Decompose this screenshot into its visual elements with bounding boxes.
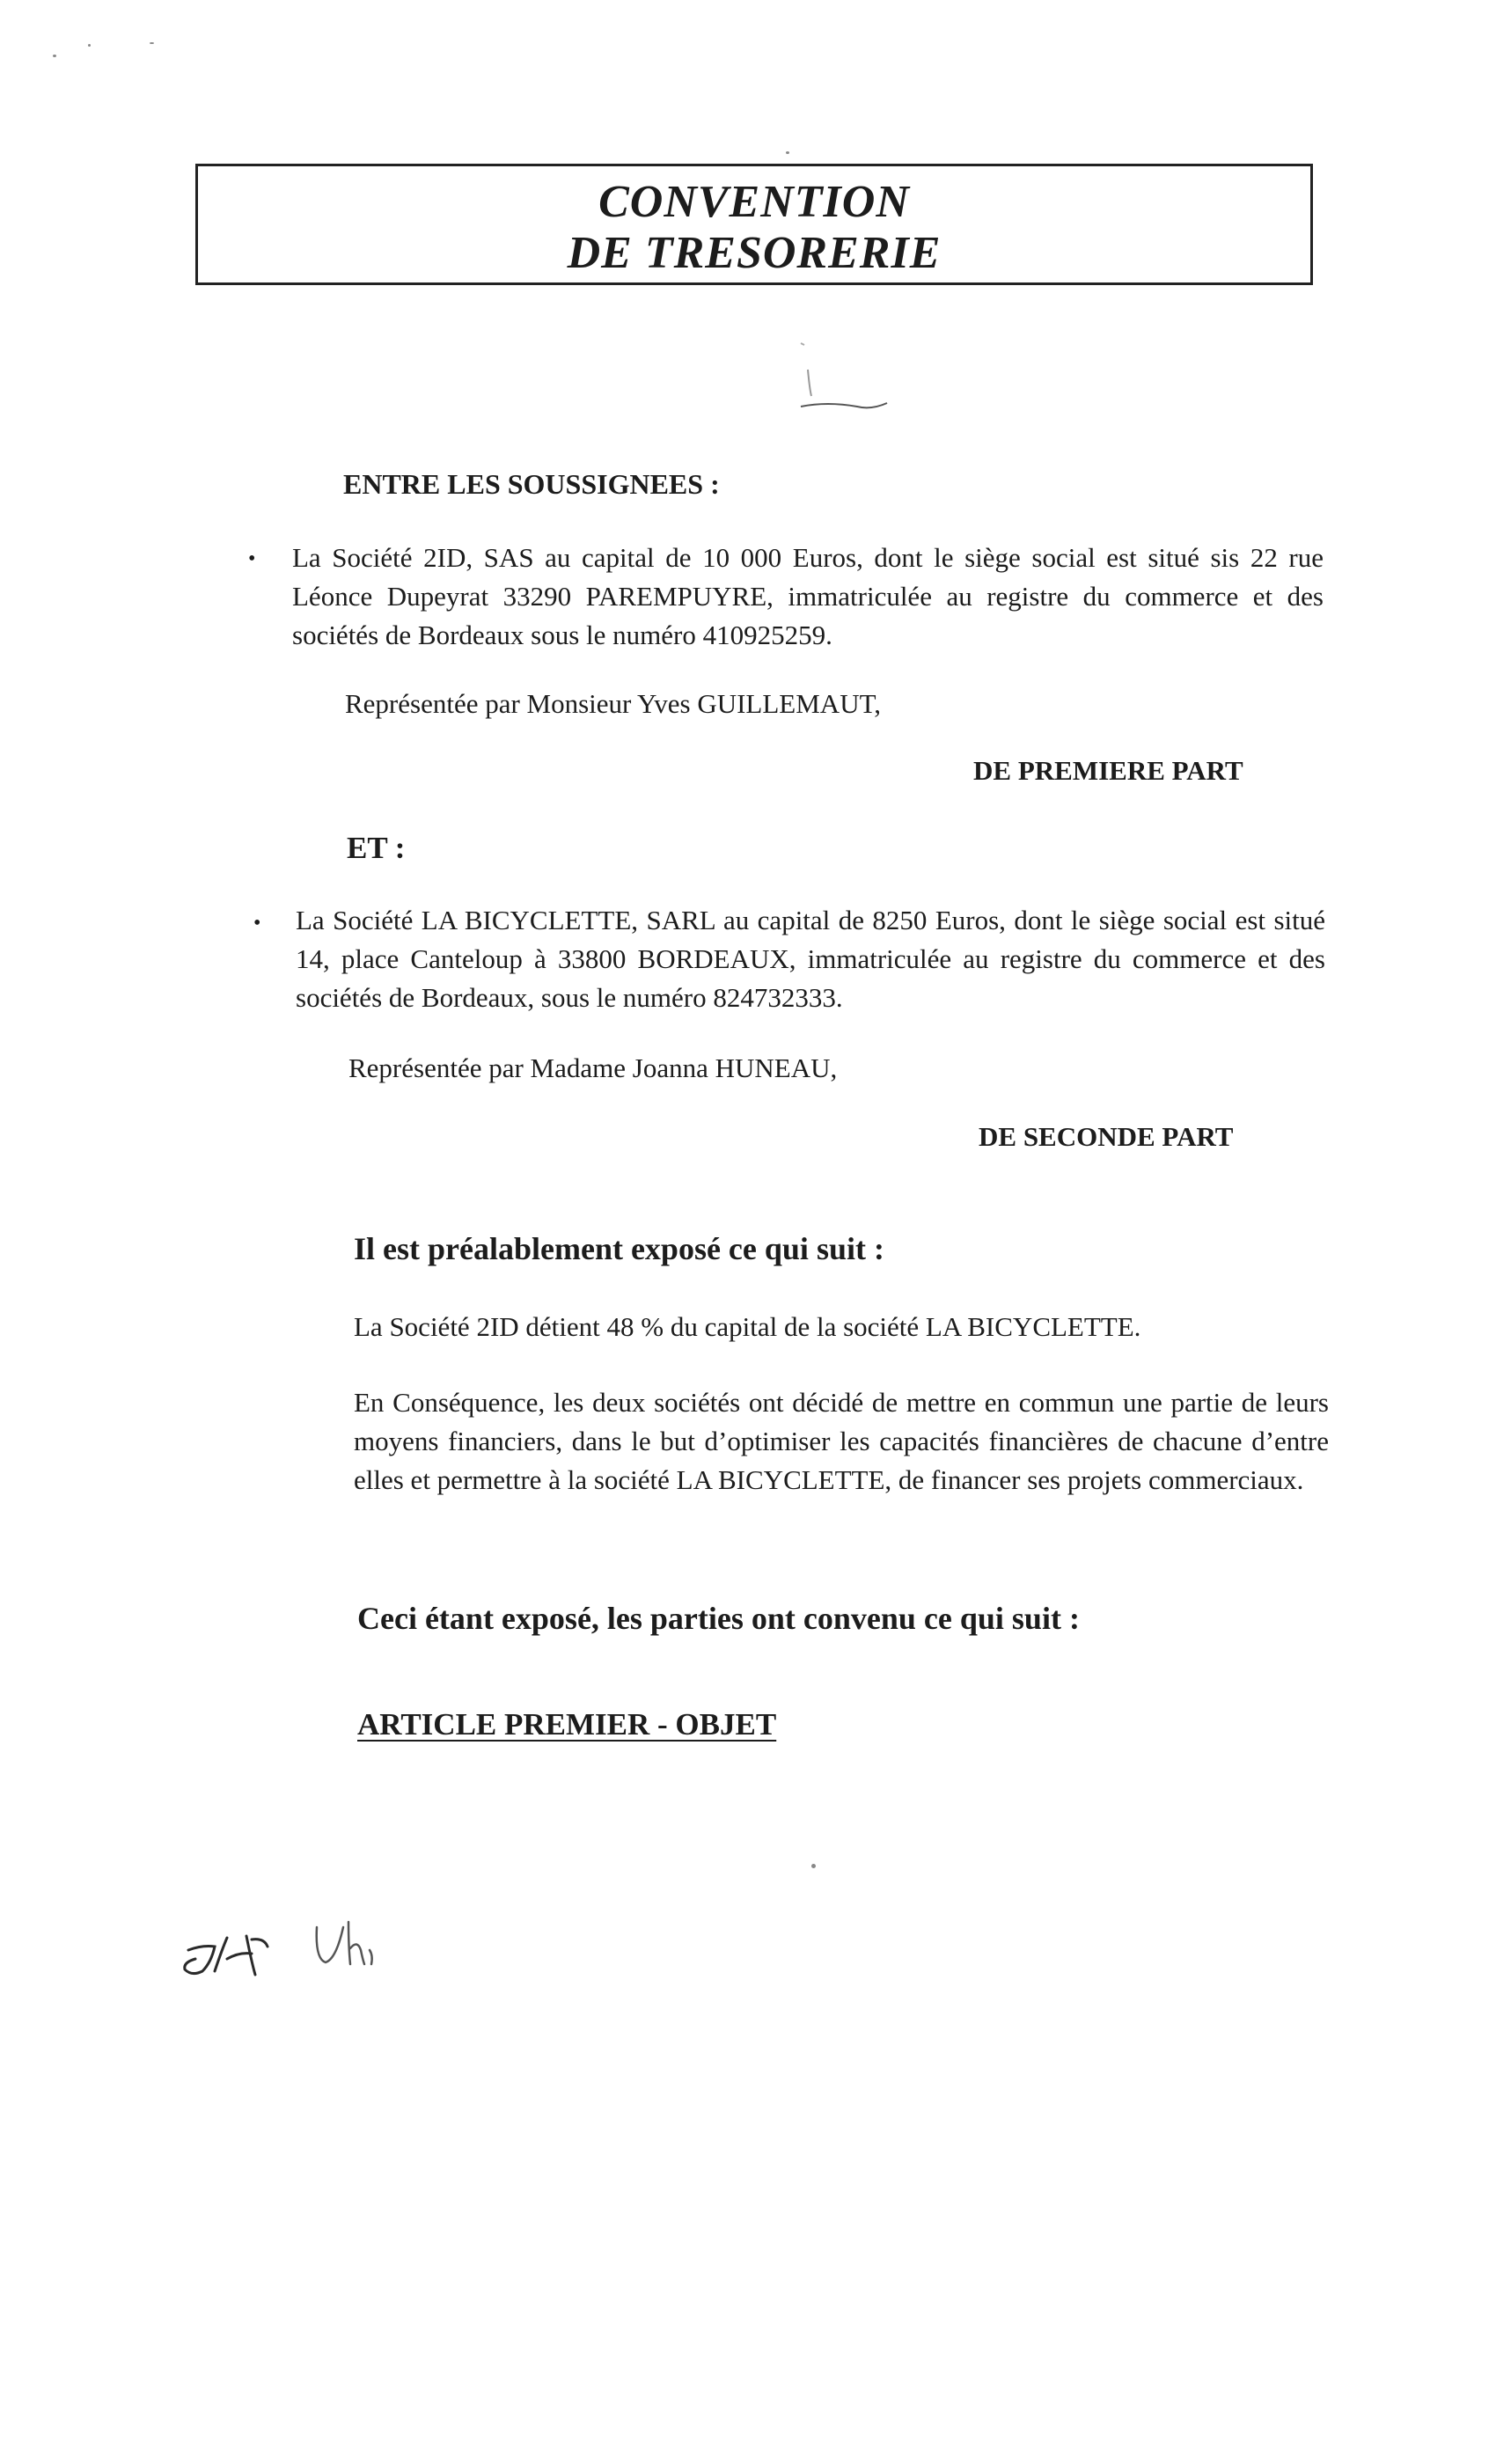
scan-speck [811, 1864, 816, 1868]
article-1-heading: ARTICLE PREMIER - OBJET [357, 1707, 777, 1742]
document-title-line-2: DE TRESORERIE [567, 228, 942, 278]
bullet-party-1: • [248, 547, 256, 570]
party-1-description: La Société 2ID, SAS au capital de 10 000 Euros, dont le siège social est situé sis 22 rue Léonce Dupeyrat 33290 PAREMPUYRE, immatriculée au registre du commerce et des sociétés de Bordeaux sous le numéro 410925259. [292, 542, 1324, 650]
preamble-paragraph-1: La Société 2ID détient 48 % du capital de la société LA BICYCLETTE. [354, 1311, 1141, 1342]
party-1-role: DE PREMIERE PART [973, 755, 1243, 786]
scan-speck [53, 55, 56, 57]
scan-speck [150, 42, 154, 44]
handwritten-initials-signature [176, 1901, 405, 1998]
and-heading: ET : [347, 831, 406, 865]
between-heading: ENTRE LES SOUSSIGNEES : [343, 468, 720, 500]
document-title-line-1: CONVENTION [598, 177, 910, 227]
agreement-heading: Ceci étant exposé, les parties ont convenu ce qui suit : [357, 1601, 1080, 1636]
party-2-representative: Représentée par Madame Joanna HUNEAU, [348, 1052, 838, 1083]
preamble-paragraph-2: En Conséquence, les deux sociétés ont décidé de mettre en commun une partie de leurs moyens financiers, dans le but d’optimiser les capacités financières de chacune d’entre elles et permettre à la société LA BICYCLETTE, de financer ses projets commerciaux. [354, 1387, 1329, 1495]
preamble-heading: Il est préalablement exposé ce qui suit : [354, 1231, 884, 1266]
party-2-description: La Société LA BICYCLETTE, SARL au capital de 8250 Euros, dont le siège social est situé 14, place Canteloup à 33800 BORDEAUX, immatriculée au registre du commerce et des sociétés de Bordeaux, sous le numéro 824732333. [296, 905, 1325, 1013]
scan-speck [88, 44, 91, 47]
scribble-mark [783, 334, 898, 414]
scan-speck [786, 151, 789, 154]
bullet-party-2: • [253, 912, 261, 935]
document-title-box [195, 164, 1313, 285]
party-2-role: DE SECONDE PART [979, 1121, 1234, 1152]
party-1-representative: Représentée par Monsieur Yves GUILLEMAUT, [345, 688, 881, 719]
